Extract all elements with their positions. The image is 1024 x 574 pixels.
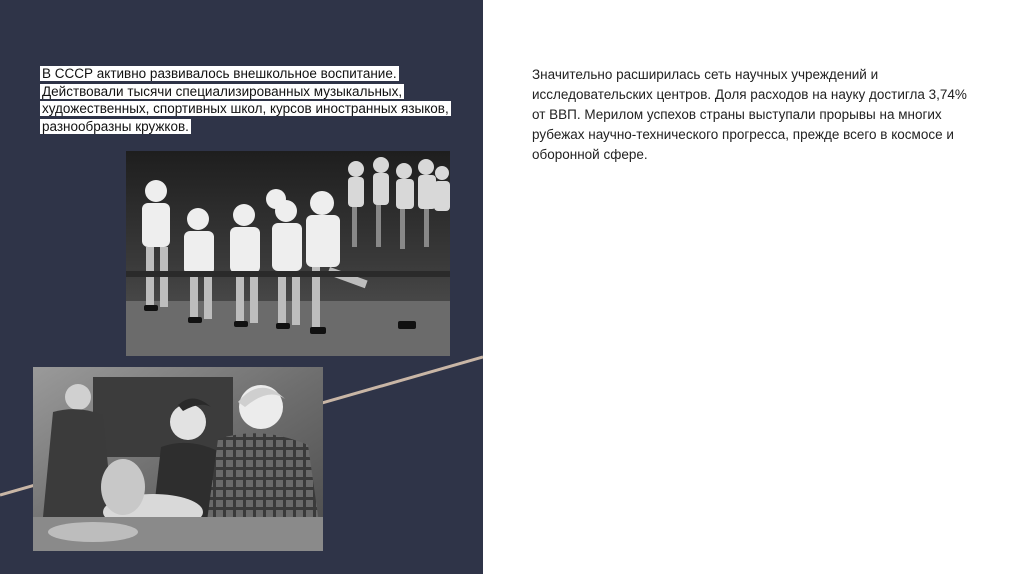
right-text: Значительно расширилась сеть научных учреждений и исследовательских центров. Доля расходов на науку достигла 3,74% от ВВП. Мерилом успехов страны выступали прорывы на многих рубежах научно-технического прогресса, прежде всего в космосе и оборонной сфере.: [532, 67, 967, 162]
left-text: В СССР активно развивалось внешкольное воспитание. Действовали тысячи специализированных музыкальных, художественных, спортивных школ, курсов иностранных языков, разнообразны кружков.: [42, 66, 449, 134]
photo-children-sitting: [126, 151, 450, 356]
left-text-block: [40, 65, 450, 135]
photo-women-handicraft: [33, 367, 323, 551]
